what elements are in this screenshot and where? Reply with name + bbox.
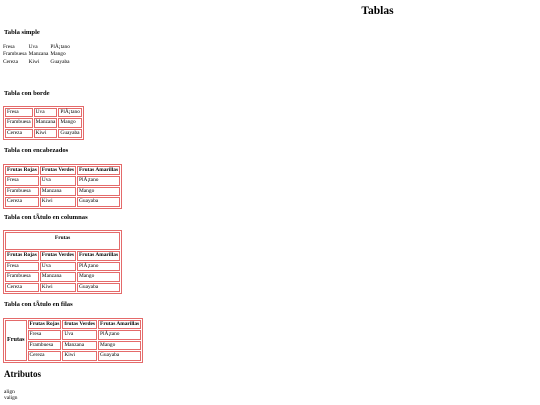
table-cell: Frambuesa xyxy=(3,51,27,58)
page-title: Tablas xyxy=(361,5,394,17)
table-cell: Cereza xyxy=(28,351,62,360)
table-row xyxy=(5,108,82,117)
table-cell: Cereza xyxy=(5,197,39,206)
table-row xyxy=(5,176,120,185)
table-cell: PlÃ¡tano xyxy=(50,44,70,50)
table-cell: PlÃ¡tano xyxy=(77,176,120,185)
table-cell: Kiwi xyxy=(34,129,58,138)
simple-table xyxy=(2,44,71,66)
table-cell: Kiwi xyxy=(40,283,76,292)
table-title-row xyxy=(5,232,120,250)
column-header: Frutas Rojas xyxy=(5,166,39,175)
table-cell: Manzana xyxy=(34,118,58,127)
table-cell: Frambuesa xyxy=(5,187,39,196)
table-row xyxy=(5,272,120,281)
table-cell: Guayaba xyxy=(77,283,120,292)
table-cell: Fresa xyxy=(5,262,39,271)
table-cell: Cereza xyxy=(3,58,18,65)
table-cell: Fresa xyxy=(28,330,62,339)
row-title: Frutas xyxy=(5,320,27,361)
table-header-row xyxy=(5,320,141,329)
table-cell: Manzana xyxy=(62,341,97,350)
table-cell: PlÃ¡tano xyxy=(58,108,81,117)
table-cell: Mango xyxy=(98,341,141,350)
heading-tabla-titulo-filas: Tabla con tÃtulo en filas xyxy=(4,301,73,308)
table-row xyxy=(5,187,120,196)
table-row xyxy=(5,118,82,127)
heading-tabla-simple: Tabla simple xyxy=(4,29,40,36)
table-row xyxy=(5,283,120,292)
column-title-table xyxy=(3,230,122,294)
table-cell: Mango xyxy=(58,118,81,127)
table-cell: Fresa xyxy=(5,176,39,185)
attribute-item: valign xyxy=(4,395,18,402)
column-header: Frutas Verdes xyxy=(40,166,76,175)
table-cell: Manzana xyxy=(40,187,76,196)
column-header: Frutas Rojas xyxy=(5,251,39,260)
attributes-list xyxy=(4,389,17,401)
table-row xyxy=(5,129,82,138)
table-cell: Manzana xyxy=(28,51,49,58)
table-cell: Frambuesa xyxy=(28,341,62,350)
table-cell: Cereza xyxy=(5,129,33,138)
table-header-row xyxy=(5,166,120,175)
table-cell: Manzana xyxy=(40,272,76,281)
table-cell: Guayaba xyxy=(50,58,70,65)
column-header: frutas Verdes xyxy=(62,320,97,329)
table-cell: Mango xyxy=(50,51,66,58)
column-header: Frutas Amarillas xyxy=(77,166,120,175)
heading-atributos: Atributos xyxy=(4,369,42,379)
table-cell: Fresa xyxy=(3,44,15,50)
attribute-item: align xyxy=(4,389,15,395)
table-cell: Fresa xyxy=(5,108,33,117)
column-header: Frutas Verdes xyxy=(40,251,76,260)
table-header-row xyxy=(5,251,120,260)
table-cell: PlÃ¡tano xyxy=(77,262,120,271)
table-cell: Kiwi xyxy=(62,351,97,360)
table-cell: Mango xyxy=(77,187,120,196)
table-row xyxy=(5,197,120,206)
table-cell: PlÃ¡tano xyxy=(98,330,141,339)
column-header: Frutas Amarillas xyxy=(77,251,120,260)
heading-tabla-con-borde: Tabla con borde xyxy=(4,90,50,97)
table-cell: Uva xyxy=(34,108,58,117)
table-row xyxy=(5,262,120,271)
table-cell: Uva xyxy=(28,44,38,50)
heading-tabla-con-encabezados: Tabla con encabezados xyxy=(4,147,69,154)
table-row xyxy=(2,44,71,51)
heading-tabla-titulo-columnas: Tabla con tÃtulo en columnas xyxy=(4,214,88,221)
header-table xyxy=(3,164,122,209)
table-cell: Guayaba xyxy=(58,129,81,138)
table-cell: Cereza xyxy=(5,283,39,292)
table-cell: Kiwi xyxy=(28,58,40,65)
table-cell: Guayaba xyxy=(77,197,120,206)
table-cell: Guayaba xyxy=(98,351,141,360)
table-cell: Uva xyxy=(40,262,76,271)
table-row xyxy=(2,59,71,66)
table-cell: Frambuesa xyxy=(5,118,33,127)
row-title-table xyxy=(3,318,143,363)
table-cell: Uva xyxy=(40,176,76,185)
column-header: Frutas Amarillas xyxy=(98,320,141,329)
bordered-table xyxy=(3,106,84,140)
table-row xyxy=(2,51,71,58)
table-cell: Frambuesa xyxy=(5,272,39,281)
table-title: Frutas xyxy=(5,232,120,250)
table-cell: Uva xyxy=(62,330,97,339)
column-header: Frutas Rojas xyxy=(28,320,62,329)
table-cell: Kiwi xyxy=(40,197,76,206)
table-cell: Mango xyxy=(77,272,120,281)
